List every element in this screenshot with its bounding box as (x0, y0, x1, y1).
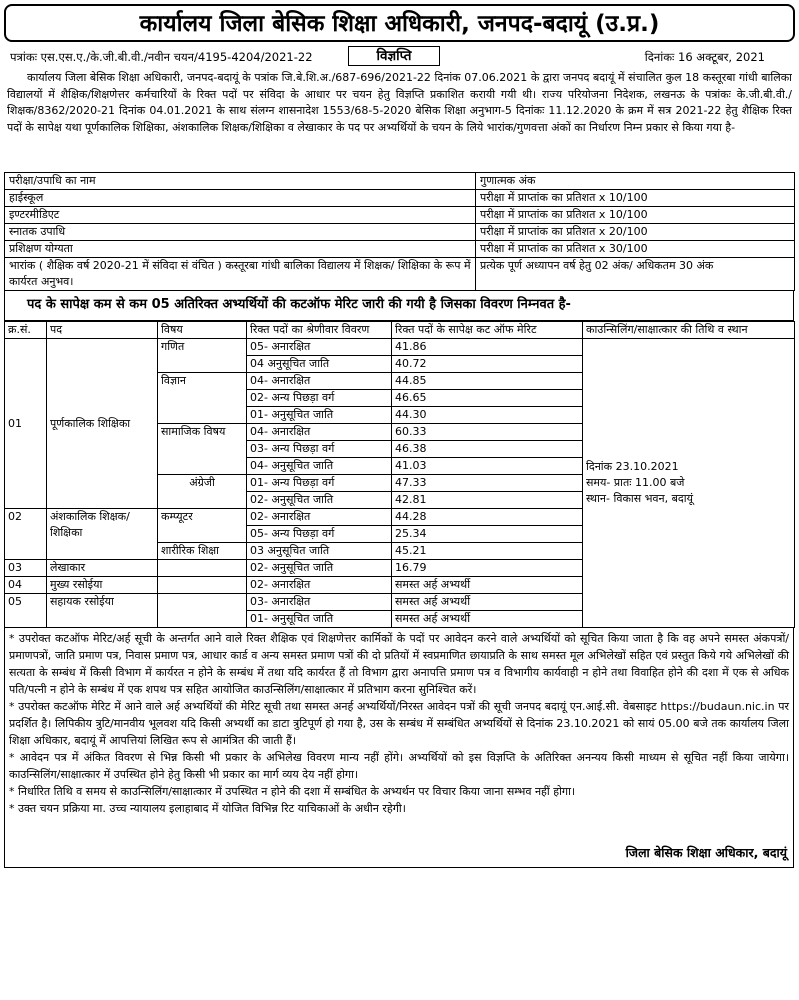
subject-cell: गणित (158, 339, 247, 373)
post-cell: पूर्णकालिक शिक्षिका (47, 339, 158, 509)
letter-number: पत्रांकः एस.एस.ए./के.जी.बी.वी./नवीन चयन/4195-4204/2021-22 (10, 50, 313, 64)
post-cell: लेखाकार (47, 560, 158, 577)
subject-cell (158, 560, 247, 577)
intro-paragraph: कार्यालय जिला बेसिक शिक्षा अधिकारी, जनपद-बदायूं के पत्रांक जि.बे.शि.अ./687-696/2021-22 दिनांक 07.06.2021 के द्वारा जनपद बदायूं में संचालित कुल 18 कस्तूरबा गांधी बालिका विद्यालयों में शैक्षिक/शिक्षणेत्तर कर्मचारियों के रिक्त पदों पर संविदा के आधार पर चयन हेतु विज्ञप्ति प्रकाशित करायी गयी थी। राज्य परियोजना निदेशक, लखनऊ के पत्रांकः के.जी.बी.वी./शिक्षक/8362/2020-21 दिनांक 04.01.2021 के साथ संलग्न शासनादेश 1553/68-5-2020 बेसिक शिक्षा अनुभाग-5 दिनांकः 11.12.2020 के क्रम में सत्र 2021-22 हेतु शैक्षिक रिक्त पदों के सापेक्ष यथा पूर्णकालिक शिक्षिका, अंशकालिक शिक्षक/शिक्षिका व लेखाकार के पद पर अभ्यर्थियों के चयन के लिये भारांक/गुणवत्ता अंकों का निर्धारण निम्न प्रकार से किया गया है- (7, 71, 792, 134)
table-row (5, 258, 795, 291)
cutoff-table (4, 321, 795, 628)
merit-cell: 46.65 (392, 390, 583, 407)
merit-cell: 44.85 (392, 373, 583, 390)
office-header: कार्यालय जिला बेसिक शिक्षा अधिकारी, जनपद-बदायूं (उ.प्र.) (4, 4, 795, 42)
marks-cell: इण्टरमीडिएट (5, 207, 476, 224)
notes-section (4, 628, 794, 868)
merit-cell: 60.33 (392, 424, 583, 441)
post-cell: सहायक रसोईया (47, 594, 158, 628)
category-cell: 02- अनारक्षित (247, 509, 392, 526)
sn-cell: 01 (5, 339, 47, 509)
marks-cell: स्नातक उपाधि (5, 224, 476, 241)
category-cell: 05- अन्य पिछड़ा वर्ग (247, 526, 392, 543)
marks-cell: प्रत्येक पूर्ण अध्यापन वर्ष हेतु 02 अंक/ अधिकतम 30 अंक (476, 258, 795, 291)
note-4: * निर्धारित तिथि व समय से काउन्सिलिंग/साक्षात्कार में उपस्थित न होने की दशा में सम्बंधित के अभ्यर्थन पर विचार किया जाना सम्भव नहीं होगा। (9, 785, 576, 798)
merit-cell: समस्त अर्ह अभ्यर्थी (392, 611, 583, 628)
note-2: * उपरोक्त कटऑफ मेरिट में आने वाले अर्ह अभ्यर्थियों की मेरिट सूची तथा समस्त अनर्ह अभ्यर्थियों/निरस्त आवेदन पत्रों की सूची जनपद बदायूं एन.आई.सी. वेबसाइट https://budaun.nic.in पर प्रदर्शित है। लिपिकीय त्रुटि/मानवीय भूलवश यदि किसी अभ्यर्थी का डाटा त्रुटिपूर्ण हो गया है, उस के सम्बंध में सम्बंधित अभ्यर्थियों से दिनांक 23.10.2021 को सायं 05.00 बजे तक कार्यालय जिला शिक्षा अधिकार, बदायूं में आपत्तियां लिखित रूप से आमंत्रित की जाती हैं। (9, 700, 789, 747)
sn-cell: 03 (5, 560, 47, 577)
merit-cell: समस्त अर्ह अभ्यर्थी (392, 577, 583, 594)
table-row (5, 207, 795, 224)
category-cell: 02- अनारक्षित (247, 577, 392, 594)
note-5: * उक्त चयन प्रक्रिया मा. उच्च न्यायालय इलाहाबाद में योजित विभिन्न रिट याचिकाओं के अधीन रहेगी। (9, 802, 406, 815)
marks-cell: प्रशिक्षण योग्यता (5, 241, 476, 258)
category-cell: 01- अनुसूचित जाति (247, 611, 392, 628)
category-cell: 03 अनुसूचित जाति (247, 543, 392, 560)
category-cell: 05- अनारक्षित (247, 339, 392, 356)
cutoff-heading: पद के सापेक्ष कम से कम 05 अतिरिक्त अभ्यर्थियों की कटऑफ मेरिट जारी की गयी है जिसका विवरण निम्नवत है- (4, 291, 794, 321)
marks-header-weight: गुणात्मक अंक (476, 173, 795, 190)
notice-title: विज्ञप्ति (348, 46, 440, 66)
subject-cell (158, 577, 247, 594)
merit-cell: 44.30 (392, 407, 583, 424)
counselling-date: दिनांक 23.10.2021 (586, 460, 679, 473)
marks-cell: परीक्षा में प्राप्तांक का प्रतिशत x 10/100 (476, 190, 795, 207)
col-header-sn: क्र.सं. (5, 322, 47, 339)
marks-cell: हाईस्कूल (5, 190, 476, 207)
merit-cell: 25.34 (392, 526, 583, 543)
category-cell: 04 अनुसूचित जाति (247, 356, 392, 373)
sn-cell: 02 (5, 509, 47, 560)
subject-cell: सामाजिक विषय (158, 424, 247, 475)
category-cell: 02- अनुसूचित जाति (247, 560, 392, 577)
marks-cell: परीक्षा में प्राप्तांक का प्रतिशत x 30/100 (476, 241, 795, 258)
sn-cell: 04 (5, 577, 47, 594)
category-cell: 04- अनारक्षित (247, 373, 392, 390)
marks-header-exam: परीक्षा/उपाधि का नाम (5, 173, 476, 190)
merit-cell: 42.81 (392, 492, 583, 509)
col-header-category: रिक्त पदों का श्रेणीवार विवरण (247, 322, 392, 339)
category-cell: 02- अनुसूचित जाति (247, 492, 392, 509)
post-cell: मुख्य रसोईया (47, 577, 158, 594)
merit-cell: 40.72 (392, 356, 583, 373)
counselling-time: समय- प्रातः 11.00 बजे (586, 476, 685, 489)
table-row (5, 224, 795, 241)
col-header-subject: विषय (158, 322, 247, 339)
merit-cell: 41.86 (392, 339, 583, 356)
merit-cell: 47.33 (392, 475, 583, 492)
marks-cell: परीक्षा में प्राप्तांक का प्रतिशत x 10/100 (476, 207, 795, 224)
category-cell: 01- अन्य पिछड़ा वर्ग (247, 475, 392, 492)
reference-line (4, 48, 795, 66)
category-cell: 04- अनुसूचित जाति (247, 458, 392, 475)
subject-cell: कम्प्यूटर (158, 509, 247, 543)
table-row (5, 190, 795, 207)
table-row (5, 322, 795, 339)
note-3: * आवेदन पत्र में अंकित विवरण से भिन्न किसी भी प्रकार के अभिलेख विवरण मान्य नहीं होंगे। अभ्यर्थियों को इस विज्ञप्ति के अतिरिक्त अनन्यय किसी माध्यम से सूचित नहीं किया जायेगा। काउन्सिलिंग/साक्षात्कार में उपस्थित होने हेतु किसी भी प्रकार का मार्ग व्यय देय नहीं होगा। (9, 751, 789, 781)
marks-table (4, 172, 795, 291)
merit-cell: समस्त अर्ह अभ्यर्थी (392, 594, 583, 611)
category-cell: 03- अन्य पिछड़ा वर्ग (247, 441, 392, 458)
category-cell: 01- अनुसूचित जाति (247, 407, 392, 424)
sn-cell: 05 (5, 594, 47, 628)
marks-cell: परीक्षा में प्राप्तांक का प्रतिशत x 20/100 (476, 224, 795, 241)
table-row (5, 173, 795, 190)
subject-cell: अंग्रेजी (158, 475, 247, 509)
table-row (5, 241, 795, 258)
merit-cell: 45.21 (392, 543, 583, 560)
counselling-cell (583, 339, 795, 628)
category-cell: 02- अन्य पिछड़ा वर्ग (247, 390, 392, 407)
signature: जिला बेसिक शिक्षा अधिकार, बदायूं (625, 845, 787, 860)
table-row (5, 339, 795, 356)
col-header-merit: रिक्त पदों के सापेक्ष कट ऑफ मेरिट (392, 322, 583, 339)
note-1: * उपरोक्त कटऑफ मेरिट/अर्ह सूची के अन्तर्गत आने वाले रिक्त शैक्षिक एवं शिक्षणेत्तर कार्मिकों के पदों पर आवेदन करने वाले अभ्यर्थियों को सूचित किया जाता है कि वह अपने समस्त अंकपत्रों/प्रमाणपत्रों, जाति प्रमाण पत्र, निवास प्रमाण पत्र, आधार कार्ड व अन्य समस्त प्रमाण पत्रों की दो प्रतियों में स्वप्रमाणित छायाप्रति के साथ समस्त मूल अभिलेखों सहित एवं प्रस्तुत किये गये अभिलेखों की सत्यता के सम्बंध में किसी विभाग में कार्यरत न होने के सम्बंध में तथा यदि कार्यरत हैं तो विभाग द्वारा अनापत्ति प्रमाण पत्र व विभागीय कार्यवाही न होने तथा विवाहित होने की दशा में एक से अधिक पति/पत्नी न होने के सम्बंध में एक शपथ पत्र सहित आयोजित काउन्सिलिंग/साक्षात्कार में प्रतिभाग करना सुनिश्चित करें। (9, 632, 789, 696)
category-cell: 04- अनारक्षित (247, 424, 392, 441)
subject-cell: विज्ञान (158, 373, 247, 424)
category-cell: 03- अनारक्षित (247, 594, 392, 611)
merit-cell: 41.03 (392, 458, 583, 475)
merit-cell: 46.38 (392, 441, 583, 458)
col-header-counselling: काउन्सिलिंग/साक्षात्कार की तिथि व स्थान (583, 322, 795, 339)
counselling-place: स्थान- विकास भवन, बदायूं (586, 492, 693, 505)
subject-cell (158, 594, 247, 628)
marks-cell: भारांक ( शैक्षिक वर्ष 2020-21 में संविदा सं वंचित ) कस्तूरबा गांधी बालिका विद्यालय में शिक्षक/ शिक्षिका के रूप में कार्यरत अनुभव। (5, 258, 476, 291)
col-header-post: पद (47, 322, 158, 339)
subject-cell: शारीरिक शिक्षा (158, 543, 247, 560)
merit-cell: 44.28 (392, 509, 583, 526)
post-cell: अंशकालिक शिक्षक/ शिक्षिका (47, 509, 158, 560)
merit-cell: 16.79 (392, 560, 583, 577)
letter-date: दिनांकः 16 अक्टूबर, 2021 (644, 50, 765, 64)
